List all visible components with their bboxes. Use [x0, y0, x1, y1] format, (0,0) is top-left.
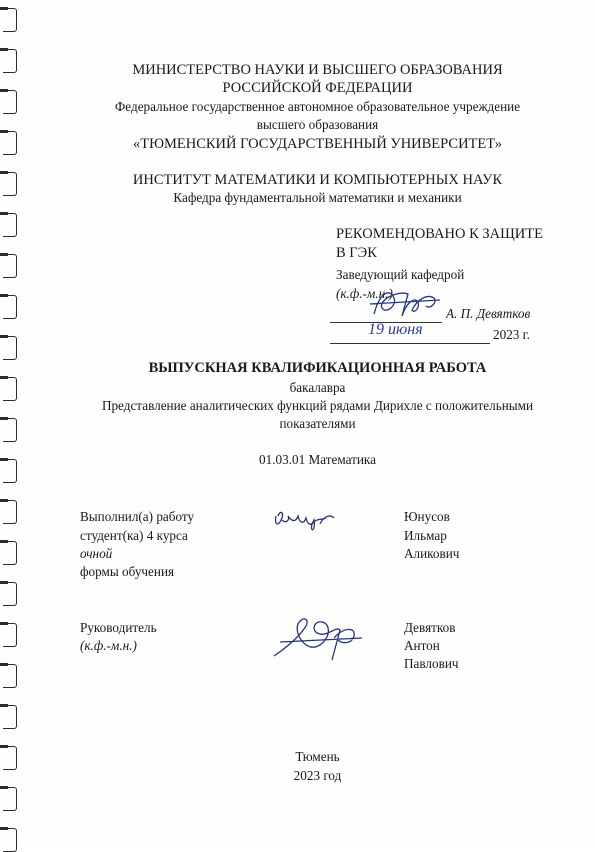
binding-ring: [3, 377, 17, 401]
supervisor-name: Антон: [404, 638, 440, 653]
degree-level: бакалавра: [289, 380, 346, 395]
student-signature: [270, 506, 340, 536]
approval-date-handwritten: 19 июня: [368, 321, 423, 338]
binding-ring: [3, 172, 17, 196]
topic-line2: показателями: [279, 416, 356, 431]
binding-ring: [3, 213, 17, 237]
student-patronymic: Аликович: [404, 546, 460, 561]
binding-ring: [3, 582, 17, 606]
institute-name: ИНСТИТУТ МАТЕМАТИКИ И КОМПЬЮТЕРНЫХ НАУК: [132, 172, 503, 188]
approval-line1: РЕКОМЕНДОВАНО К ЗАЩИТЕ: [336, 226, 543, 242]
head-signature: [368, 284, 448, 324]
binding-ring: [3, 90, 17, 114]
supervisor-degree: (к.ф.-м.н.): [80, 638, 137, 653]
binding-ring: [3, 459, 17, 483]
date-line: [330, 343, 490, 344]
student-label-line4: формы обучения: [80, 564, 175, 579]
department-name: Кафедра фундаментальной математики и механики: [173, 190, 462, 205]
university-name: «ТЮМЕНСКИЙ ГОСУДАРСТВЕННЫЙ УНИВЕРСИТЕТ»: [132, 136, 502, 152]
binding-ring: [3, 131, 17, 155]
topic-line1: Представление аналитических функций рядами Дирихле с положительными: [101, 398, 534, 413]
binding-ring: [3, 664, 17, 688]
work-type: ВЫПУСКНАЯ КВАЛИФИКАЦИОННАЯ РАБОТА: [148, 360, 487, 376]
department-head-name: А. П. Девятков: [446, 306, 531, 321]
approval-line2: В ГЭК: [336, 245, 377, 261]
ministry-line1: МИНИСТЕРСТВО НАУКИ И ВЫСШЕГО ОБРАЗОВАНИЯ: [132, 62, 503, 78]
binding-ring: [3, 254, 17, 278]
binding-ring: [3, 8, 17, 32]
study-form: очной: [80, 546, 113, 561]
institution-line2: высшего образования: [256, 117, 379, 132]
binding-ring: [3, 418, 17, 442]
binding-ring: [3, 336, 17, 360]
binding-ring: [3, 295, 17, 319]
binding-ring: [3, 623, 17, 647]
binding-ring: [3, 500, 17, 524]
approval-year: 2023 г.: [493, 327, 530, 342]
student-name: Ильмар: [404, 528, 447, 543]
student-surname: Юнусов: [404, 509, 450, 524]
student-label-line2: студент(ка) 4 курса: [80, 528, 188, 543]
approval-degree: (к.ф.-м.н.): [336, 286, 393, 301]
institution-line1: Федеральное государственное автономное образовательное учреждение: [114, 99, 521, 114]
spiral-binding: [0, 0, 22, 841]
supervisor-surname: Девятков: [404, 620, 456, 635]
binding-ring: [3, 787, 17, 811]
year: 2023 год: [293, 768, 342, 783]
supervisor-patronymic: Павлович: [404, 656, 459, 671]
city: Тюмень: [295, 749, 340, 764]
supervisor-signature: [270, 612, 370, 668]
binding-ring: [3, 705, 17, 729]
binding-ring: [3, 541, 17, 565]
supervisor-label: Руководитель: [80, 620, 157, 635]
ministry-line2: РОССИЙСКОЙ ФЕДЕРАЦИИ: [222, 80, 413, 96]
binding-ring: [3, 746, 17, 770]
student-label-line1: Выполнил(а) работу: [80, 509, 195, 524]
binding-ring: [3, 49, 17, 73]
specialty: 01.03.01 Математика: [259, 452, 376, 467]
approval-line3: Заведующий кафедрой: [336, 267, 465, 282]
binding-ring: [3, 828, 17, 852]
